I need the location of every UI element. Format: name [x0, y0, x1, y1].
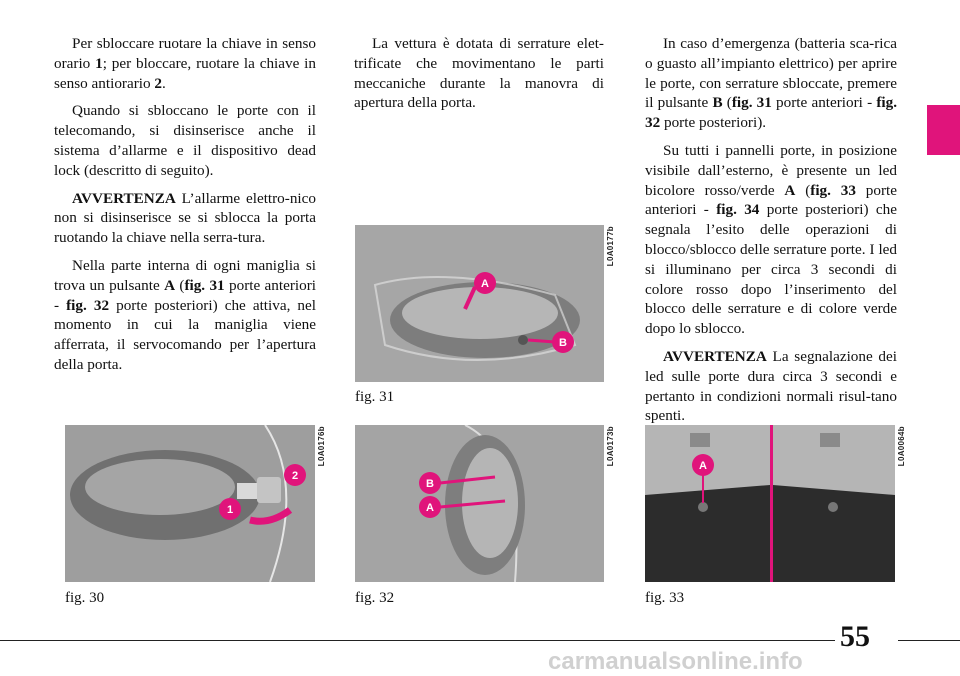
- footer-rule: [0, 640, 835, 641]
- footer-rule: [898, 640, 960, 641]
- page-number: 55: [840, 620, 870, 653]
- paragraph: Nella parte interna di ogni maniglia si trova un pulsante A (fig. 31 porte anteriori - fig. 32 porte posteriori) che attiva, nel momento in cui la maniglia viene afferrata, il servocomando per l’apertura della porta.: [54, 256, 317, 373]
- paragraph: La vettura è dotata di serrature elet-trificate che movimentano le parti meccaniche durante la manovra di apertura della porta.: [354, 35, 604, 112]
- callout-a: A: [481, 278, 489, 290]
- paragraph: In caso d’emergenza (batteria sca-rica o guasto all’impianto elettrico) per aprire le porte, con serrature sbloccate, premere il pulsante B (fig. 31 porte anteriori - fig. 32 porte posteriori).: [645, 35, 897, 132]
- section-tab: [927, 105, 960, 155]
- figure-30-image: [65, 425, 315, 582]
- text-column-2: [354, 34, 604, 121]
- figure-caption: fig. 31: [355, 389, 395, 405]
- rear-door-handle-illustration: [355, 425, 604, 582]
- door-key-illustration: [65, 425, 315, 582]
- paragraph: Quando si sbloccano le porte con il telecomando, si disinserisce anche il sistema d’allarme e il dispositivo dead lock (descritto di seguito).: [54, 102, 316, 179]
- figure-caption: fig. 30: [65, 590, 105, 606]
- text-column-1: [54, 34, 316, 383]
- figure-code: L0A0177b: [606, 226, 615, 267]
- figure-caption: fig. 32: [355, 590, 395, 606]
- callout-1: 1: [226, 504, 234, 516]
- callout-a: A: [426, 502, 434, 514]
- figure-31-image: [355, 225, 604, 382]
- figure-caption: fig. 33: [645, 590, 685, 606]
- door-handle-illustration: [355, 225, 604, 382]
- door-led-illustration: [645, 425, 895, 582]
- figure-32-image: [355, 425, 604, 582]
- callout-b: B: [426, 478, 434, 490]
- paragraph: Per sbloccare ruotare la chiave in senso orario 1; per bloccare, ruotare la chiave in senso antiorario 2.: [54, 35, 316, 92]
- warning-paragraph: AVVERTENZA La segnalazione dei led sulle porte dura circa 3 secondi e pertanto in condizioni normali risul-tano spenti.: [645, 347, 897, 425]
- text-column-3: [645, 34, 897, 434]
- warning-paragraph: AVVERTENZA L’allarme elettro-nico non si disinserisce se si sblocca la porta ruotando la chiave nella serra-tura.: [54, 189, 316, 247]
- figure-code: L0A0064b: [897, 426, 906, 467]
- callout-a: A: [699, 460, 707, 472]
- callout-2: 2: [291, 470, 299, 482]
- figure-33-image: [645, 425, 895, 582]
- figure-code: L0A0176b: [317, 426, 326, 467]
- callout-b: B: [559, 337, 567, 349]
- paragraph: Su tutti i pannelli porte, in posizione visibile dall’esterno, è presente un led bicolore rosso/verde A (fig. 33 porte anteriori - fig. 34 porte posteriori) che segnala l’esito delle operazioni di blocco/sblocco delle serrature porte. I led si illuminano per circa 3 secondi di colore rosso dopo l’inserimento del blocco delle serrature e di colore verde dopo lo sblocco.: [645, 141, 897, 338]
- figure-code: L0A0173b: [606, 426, 615, 467]
- watermark: carmanualsonline.info: [548, 648, 803, 675]
